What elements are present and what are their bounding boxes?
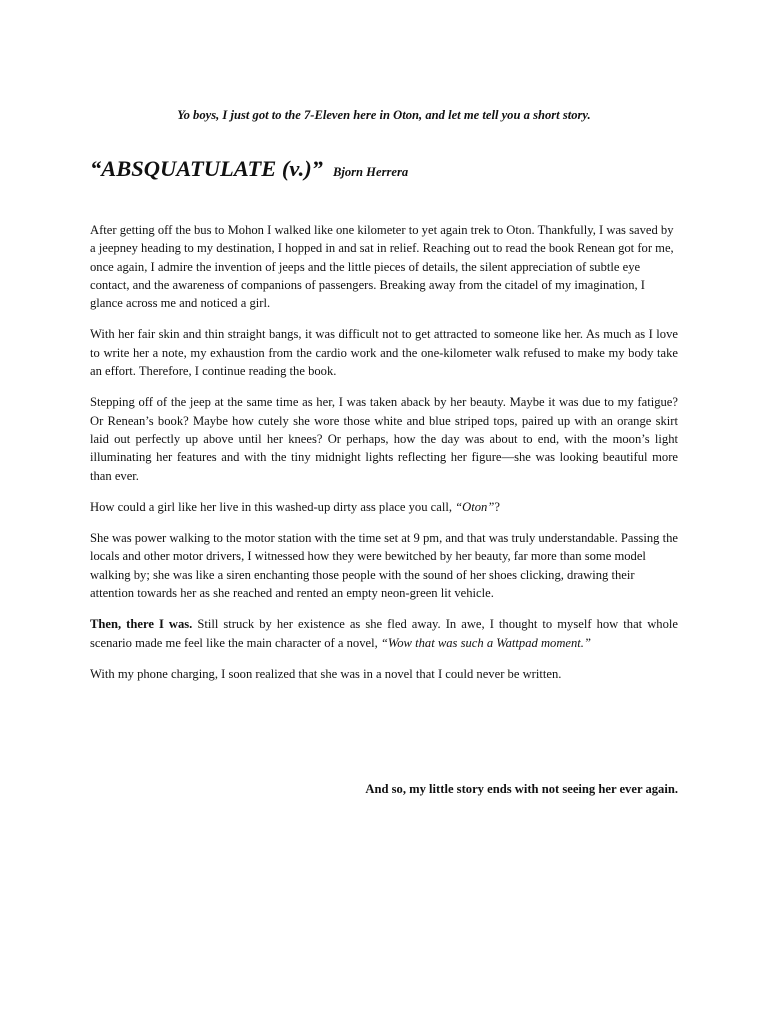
paragraph-6-lead: Then, there I was. <box>90 617 193 632</box>
ending-line: And so, my little story ends with not seeing her ever again. <box>365 782 678 796</box>
intro-line: Yo boys, I just got to the 7-Eleven here in Oton, and let me tell you a short story. <box>177 108 591 122</box>
paragraph-5: She was power walking to the motor station with the time set at 9 pm, and that was truly understandable. Passing the locals and other motor drivers, I witnessed how they were bewitched by her beauty, far more than some model walking by; she was like a siren enchanting those people with the sound of her shoes clicking, drawing their attention towards her as she reached and rented an empty neon-green lit vehicle. <box>90 531 678 601</box>
paragraph-7: With my phone charging, I soon realized that she was in a novel that I could never be written. <box>90 666 562 681</box>
paragraph-4-end: ? <box>494 499 500 514</box>
paragraph-2: With her fair skin and thin straight bangs, it was difficult not to get attracted to someone like her. As much as I love to write her a note, my exhaustion from the cardio work and the one-kilometer walk refused to make my body take an effort. Therefore, I continue reading the book. <box>90 327 678 379</box>
paragraph-1: After getting off the bus to Mohon I walked like one kilometer to yet again trek to Oton. Thankfully, I was saved by a jeepney heading to my destination, I hopped in and sat in relief. Reaching out to read the book Renean got for me, once again, I admire the invention of jeeps and the little pieces of details, the silent appreciation of subtle eye contact, and the awareness of companions of passengers. Breaking away from the citadel of my imagination, I glance across me and noticed a girl. <box>90 223 674 311</box>
story-body <box>90 221 678 696</box>
paragraph-4-text: How could a girl like her live in this washed-up dirty ass place you call, <box>90 499 456 514</box>
paragraph-4 <box>90 498 678 516</box>
document-page <box>90 0 678 1024</box>
story-author: Bjorn Herrera <box>332 165 409 179</box>
paragraph-6-wattpad-quote: “Wow that was such a Wattpad moment.” <box>380 635 591 650</box>
paragraph-6-text: Still struck by her existence as she fled away. In awe, I thought to myself how that whole scenario made me feel like the main character of a novel, <box>90 617 678 650</box>
paragraph-6 <box>90 615 678 652</box>
story-title: “ABSQUATULATE (v.)” <box>90 156 323 181</box>
paragraph-3: Stepping off of the jeep at the same time as her, I was taken aback by her beauty. Maybe it was due to my fatigue? Or Renean’s book? Maybe how cutely she wore those white and blue striped tops, paired up with an orange skirt laid out perfectly up above until her knees? Or perhaps, how the day was about to end, with the moon’s light illuminating her features and with the tiny midnight lights reflecting her figure—she was looking beautiful more than ever. <box>90 395 678 483</box>
paragraph-4-oton-quote: “Oton” <box>455 499 495 514</box>
title-row <box>90 156 408 182</box>
